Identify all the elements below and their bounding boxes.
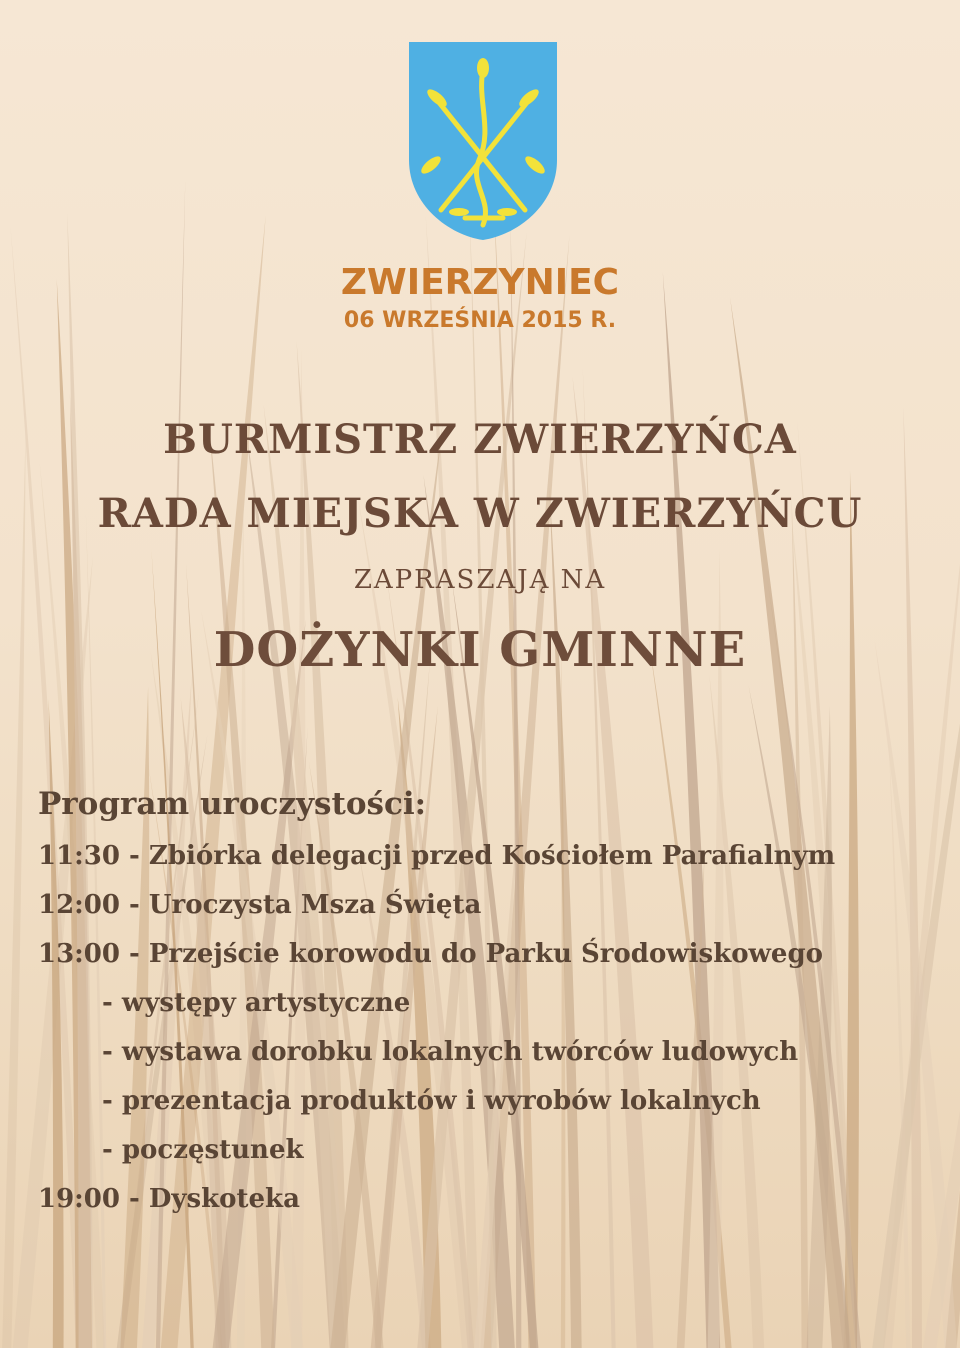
organizer-mayor: BURMISTRZ ZWIERZYŃCA [163,416,797,463]
program-subitem: - występy artystyczne [102,988,411,1018]
invite-text: ZAPRASZAJĄ NA [353,565,607,595]
program-subitem: - poczęstunek [102,1135,304,1165]
program-subitem: - wystawa dorobku lokalnych twórców ludowych [102,1037,799,1067]
event-title: DOŻYNKI GMINNE [213,622,747,678]
program-item: 13:00 - Przejście korowodu do Parku Środowiskowego [38,939,823,969]
program-section [38,786,938,1224]
program-title: Program uroczystości: [38,786,427,822]
program-item: 19:00 - Dyskoteka [38,1184,300,1214]
event-date: 06 WRZEŚNIA 2015 R. [343,308,617,333]
program-subitem: - prezentacja produktów i wyrobów lokalnych [102,1086,761,1116]
organizer-council: RADA MIEJSKA W ZWIERZYŃCU [97,490,863,537]
town-name: ZWIERZYNIEC [340,262,620,303]
program-item: 12:00 - Uroczysta Msza Święta [38,890,482,920]
program-item: 11:30 - Zbiórka delegacji przed Kościołem Parafialnym [38,841,836,871]
coat-of-arms-icon [407,40,559,242]
